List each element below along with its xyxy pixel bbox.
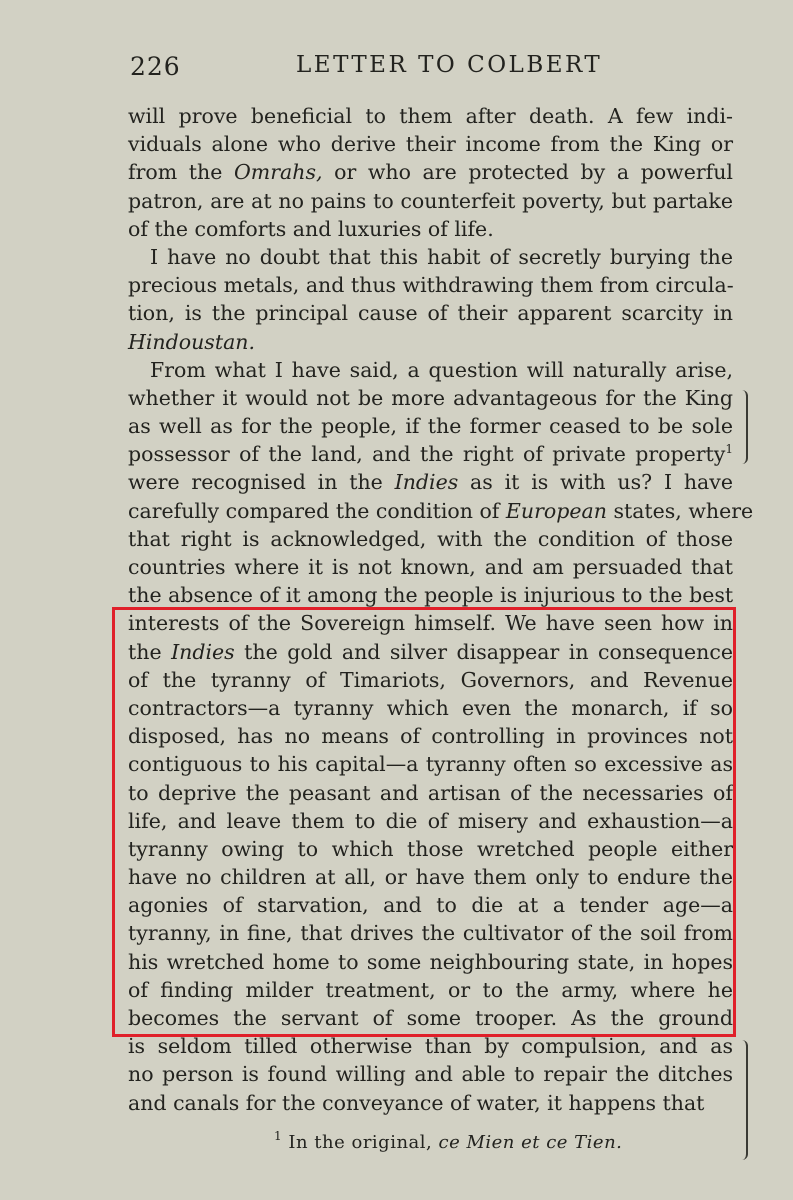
text-span: I have no doubt that this habit of secretly burying the [150,244,733,269]
text-span: contractors—a tyranny which even the monarch, if so [128,695,733,720]
text-span: countries where it is not known, and am persuaded that [128,555,733,579]
text-span: tion, is the principal cause of their apparent scarcity in [128,301,733,326]
text-span: and canals for the conveyance of water, it happens that [128,1090,705,1115]
text-span: will prove beneficial to them after death. A few indi- [128,104,733,128]
footnote-text: In the original, [282,1132,439,1153]
text-span: whether it would not be more advantageous for the King [128,385,733,410]
text-span: tyranny, in fine, that drives the cultivator of the soil from [128,921,733,946]
text-span: were recognised in the [128,470,395,495]
text-span: carefully compared the condition of [128,498,506,523]
text-line [128,187,733,215]
text-span: the [128,639,172,664]
text-span: as it is with us? I have [458,470,733,495]
footnote-ref: 1 [725,442,733,457]
text-line [128,412,733,440]
italic-text: Hindoustan. [128,329,256,354]
text-span: interests of the Sovereign himself. We have seen how in [128,611,733,636]
text-line [128,158,733,186]
page-header [0,52,793,82]
running-title: LETTER TO COLBERT [296,52,603,78]
text-line [128,215,733,243]
text-span: have no children at all, or have them only to endure the [128,865,733,890]
text-span: contiguous to his capital—a tyranny often so excessive as [128,752,733,777]
highlight-box [112,607,736,1037]
text-line [128,440,733,468]
text-span: no person is found willing and able to repair the ditches [128,1062,733,1087]
text-line [128,497,754,525]
text-span: of the comforts and luxuries of life. [128,216,494,241]
text-span: viduals alone who derive their income from the King or [128,132,733,157]
text-span: tyranny owing to which those wretched people either [128,836,733,861]
italic-text: Omrahs, [233,160,323,185]
text-line [128,1089,733,1117]
text-line [128,525,733,553]
text-line [128,1060,733,1088]
text-line [128,468,733,496]
text-span: patron, are at no pains to counterfeit poverty, but partake [128,188,733,213]
text-span: of finding milder treatment, or to the army, where he [128,977,733,1002]
text-span: his wretched home to some neighbouring state, in hopes [128,949,733,974]
footnote-italic: ce Mien et ce Tien. [438,1132,623,1153]
footnote [274,1129,623,1153]
text-span: that right is acknowledged, with the condition of those [128,526,733,551]
text-span: precious metals, and thus withdrawing them from circula- [128,273,734,298]
text-span: From what I have said, a question will naturally arise, [150,357,733,382]
text-line [128,384,733,412]
text-span: life, and leave them to die of misery and exhaustion—a [128,808,733,833]
paragraph [128,243,733,356]
text-line [128,581,733,609]
footnote-marker: 1 [274,1129,283,1143]
text-span: states, where [606,498,754,523]
text-span: becomes the servant of some trooper. As the ground [128,1006,733,1030]
text-span: from the [128,160,234,185]
page-number: 226 [130,52,181,81]
text-line [128,328,733,356]
paragraph [128,102,733,243]
text-span: the gold and silver disappear in consequence [234,639,733,664]
margin-mark [738,390,748,464]
text-span: to deprive the peasant and artisan of the necessaries of [128,780,733,805]
text-span: or who are protected by a powerful [322,160,733,185]
text-line [128,102,733,130]
text-span: is seldom tilled otherwise than by compulsion, and as [128,1034,733,1059]
text-line [128,271,733,299]
text-line [128,356,733,384]
italic-text: European [505,498,607,523]
text-line [128,553,733,581]
text-span: of the tyranny of Timariots, Governors, and Revenue [128,667,733,692]
margin-mark [738,1040,748,1160]
text-span: agonies of starvation, and to die at a tender age—a [128,893,733,918]
text-span: as well as for the people, if the former ceased to be sole [128,414,733,439]
text-span: possessor of the land, and the right of private property [128,442,726,467]
text-span: disposed, has no means of controlling in provinces not [128,724,733,749]
text-span: the absence of it among the people is injurious to the best [128,583,734,608]
text-line [128,243,733,271]
italic-text: Indies [394,470,459,495]
text-line [128,130,733,158]
italic-text: Indies [171,639,235,664]
text-line [128,299,733,327]
